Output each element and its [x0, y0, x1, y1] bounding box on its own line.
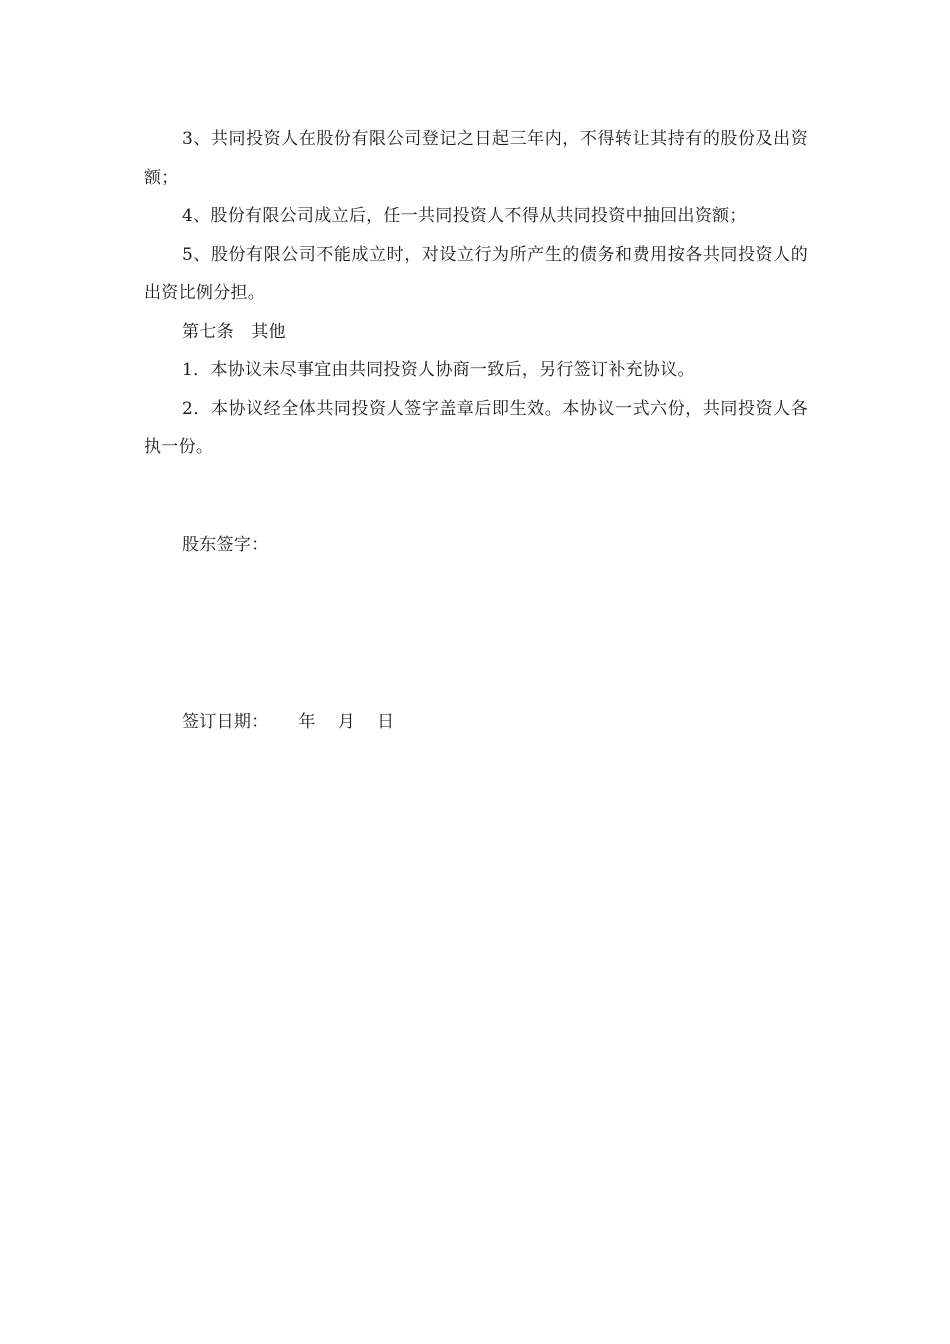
document-body: [144, 120, 808, 467]
article-7-heading: 第七条 其他: [182, 321, 286, 342]
date-day-label: 日: [377, 712, 395, 732]
signing-date-label: 签订日期：: [182, 712, 269, 732]
signing-date-line: [182, 707, 394, 737]
article-7-item-2: 2．本协议经全体共同投资人签字盖章后即生效。本协议一式六份，共同投资人各执一份。: [144, 398, 808, 457]
clause-4: 4、股份有限公司成立后，任一共同投资人不得从共同投资中抽回出资额；: [182, 206, 747, 226]
article-7-item-1: 1．本协议未尽事宜由共同投资人协商一致后，另行签订补充协议。: [182, 360, 695, 380]
date-year-label: 年: [298, 712, 316, 732]
clause-3: 3、共同投资人在股份有限公司登记之日起三年内，不得转让其持有的股份及出资额；: [144, 129, 808, 188]
shareholder-signature-label: 股东签字：: [182, 535, 269, 555]
clause-5: 5、股份有限公司不能成立时，对设立行为所产生的债务和费用按各共同投资人的出资比例分担。: [144, 244, 808, 303]
date-month-label: 月: [337, 712, 356, 732]
